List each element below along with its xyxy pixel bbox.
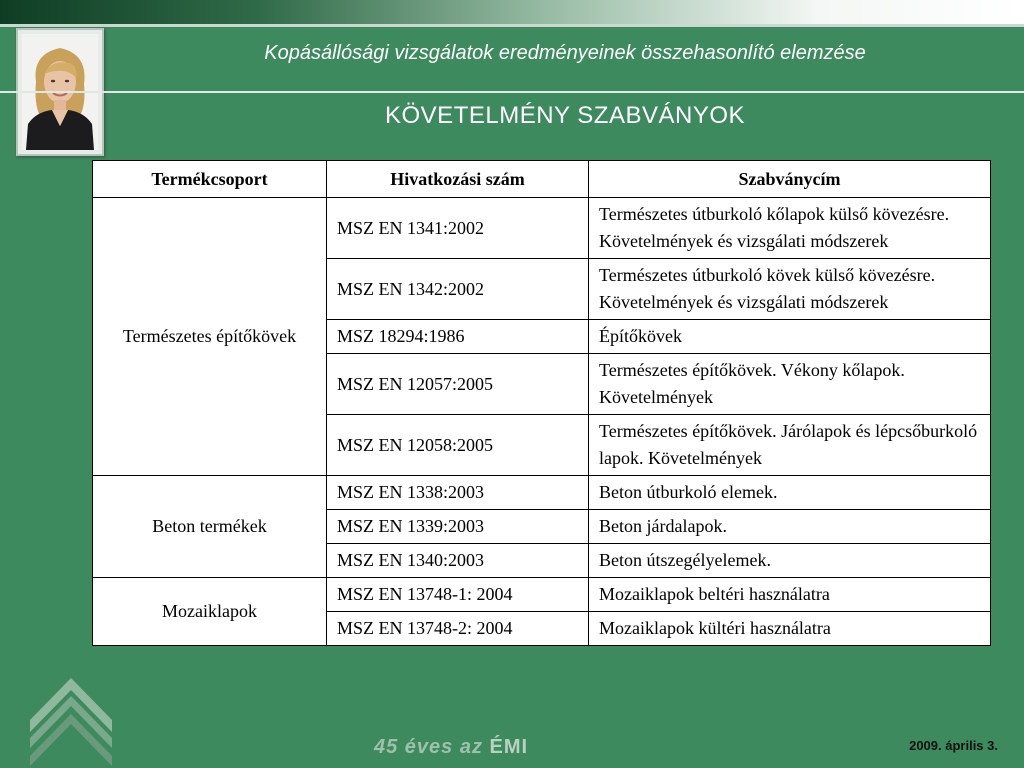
reference-cell: MSZ EN 1341:2002 — [327, 198, 589, 259]
reference-cell: MSZ EN 12057:2005 — [327, 354, 589, 415]
title-cell: Építőkövek — [589, 320, 991, 354]
header-divider — [0, 91, 1024, 93]
org-name: ÉMI — [489, 736, 529, 758]
reference-cell: MSZ 18294:1986 — [327, 320, 589, 354]
top-gradient-bar — [0, 0, 1024, 24]
anniversary-banner — [374, 736, 528, 759]
reference-cell: MSZ EN 13748-2: 2004 — [327, 612, 589, 646]
reference-cell: MSZ EN 1339:2003 — [327, 510, 589, 544]
reference-cell: MSZ EN 1338:2003 — [327, 476, 589, 510]
reference-cell: MSZ EN 13748-1: 2004 — [327, 578, 589, 612]
presentation-subtitle: Kopásállósági vizsgálatok eredményeinek összehasonlító elemzése — [264, 42, 866, 64]
title-cell: Mozaiklapok kültéri használatra — [589, 612, 991, 646]
group-natural-stones: Természetes építőkövek — [93, 198, 327, 476]
top-divider — [0, 24, 1024, 27]
header-product-group: Termékcsoport — [93, 161, 327, 198]
anniversary-text: 45 éves az — [374, 736, 483, 758]
standards-table — [92, 160, 991, 646]
table-header-row — [93, 161, 991, 198]
title-cell: Természetes útburkoló kövek külső kövezésre. Követelmények és vizsgálati módszerek — [589, 259, 991, 320]
table-row — [93, 198, 991, 259]
reference-cell: MSZ EN 12058:2005 — [327, 415, 589, 476]
title-cell: Természetes építőkövek. Vékony kőlapok. Követelmények — [589, 354, 991, 415]
title-cell: Beton útburkoló elemek. — [589, 476, 991, 510]
emi-logo-icon — [28, 676, 114, 768]
title-cell: Beton járdalapok. — [589, 510, 991, 544]
title-cell: Természetes útburkoló kőlapok külső kövezésre. Követelmények és vizsgálati módszerek — [589, 198, 991, 259]
slide-title: KÖVETELMÉNY SZABVÁNYOK — [385, 102, 745, 129]
reference-cell: MSZ EN 1342:2002 — [327, 259, 589, 320]
reference-cell: MSZ EN 1340:2003 — [327, 544, 589, 578]
title-cell: Mozaiklapok beltéri használatra — [589, 578, 991, 612]
title-cell: Természetes építőkövek. Járólapok és lépcsőburkoló lapok. Követelmények — [589, 415, 991, 476]
table-row — [93, 578, 991, 612]
title-cell: Beton útszegélyelemek. — [589, 544, 991, 578]
header-standard-title: Szabványcím — [589, 161, 991, 198]
group-mosaic-tiles: Mozaiklapok — [93, 578, 327, 646]
presentation-date: 2009. április 3. — [909, 738, 998, 753]
group-concrete-products: Beton termékek — [93, 476, 327, 578]
table-row — [93, 476, 991, 510]
header-reference-number: Hivatkozási szám — [327, 161, 589, 198]
